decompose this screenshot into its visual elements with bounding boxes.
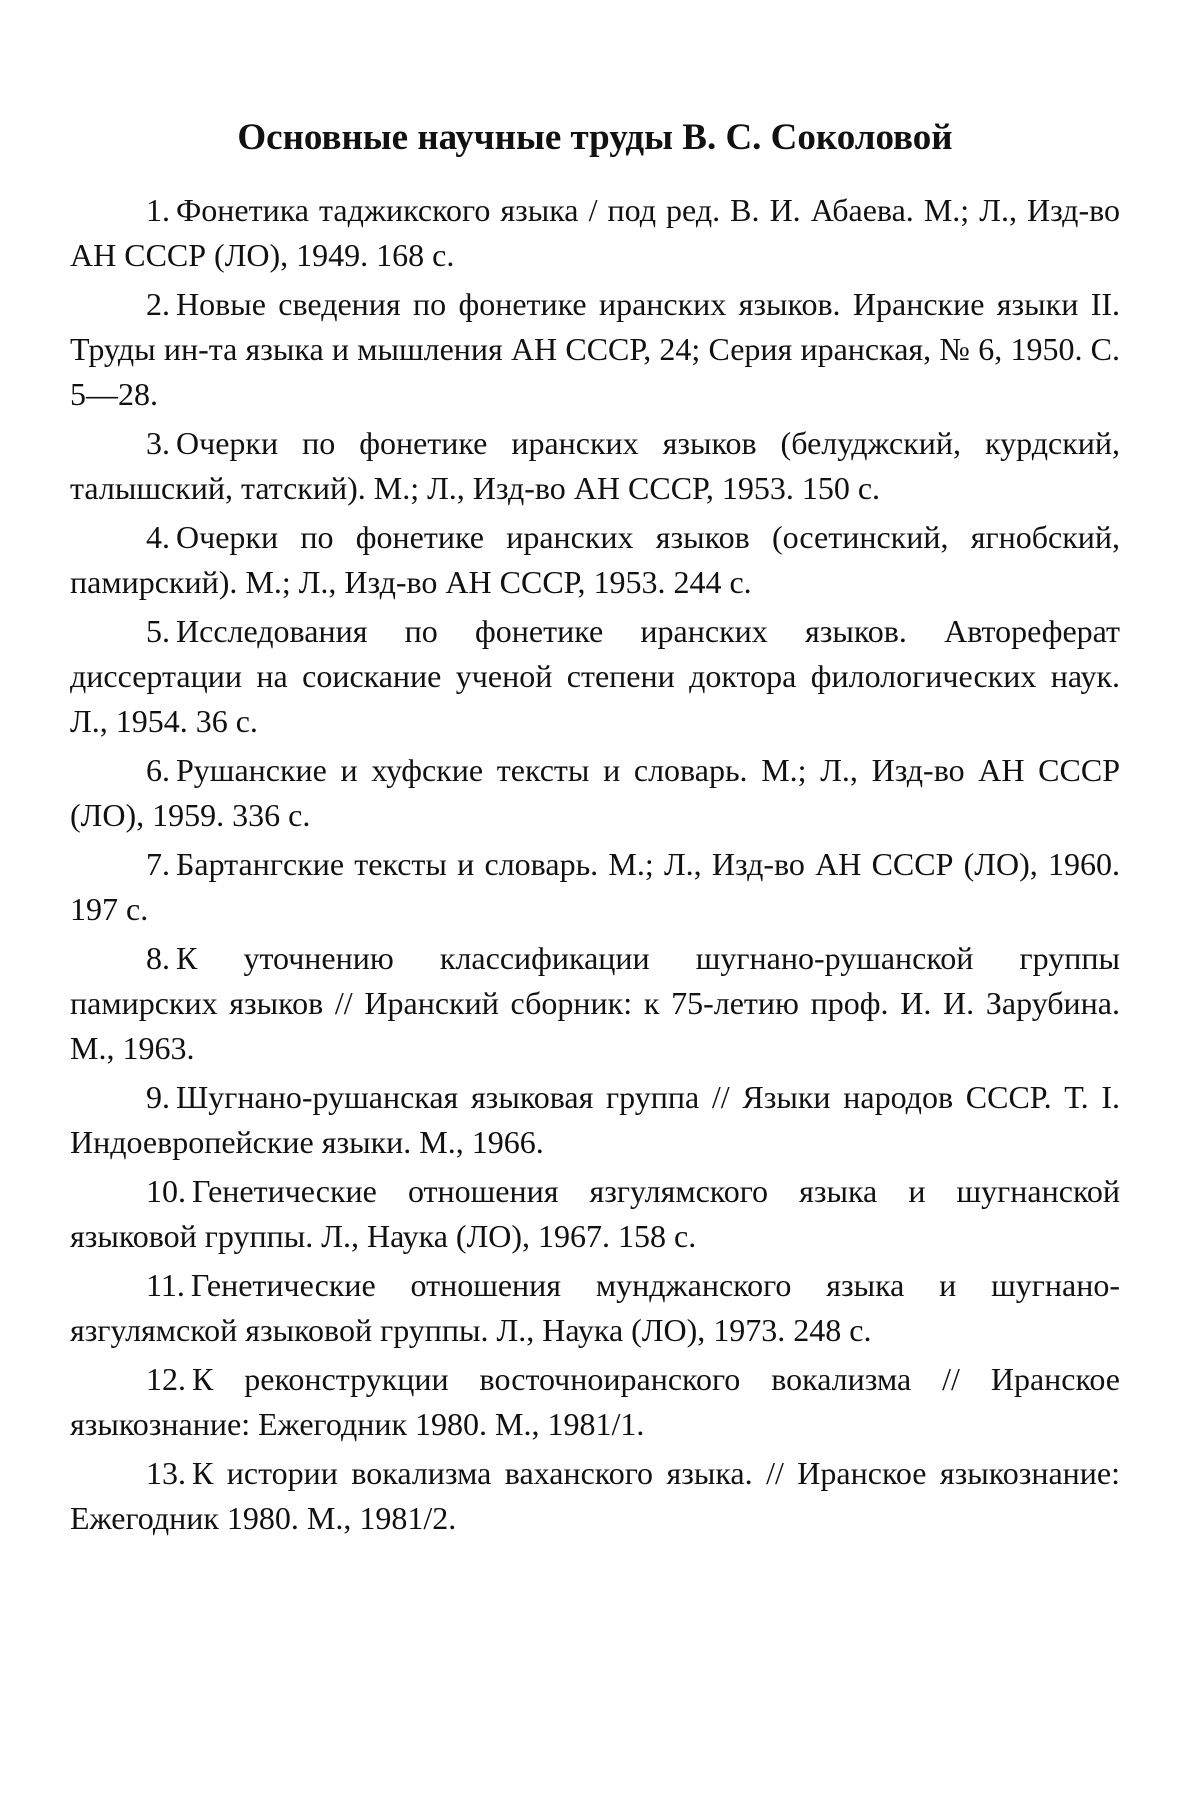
entry-number: 13. (146, 1455, 186, 1491)
bibliography-entry-12 (70, 1357, 1120, 1447)
bibliography-entry-11 (70, 1263, 1120, 1353)
entry-text: К реконструкции восточноиранского вокализма // Иранское языкознание: Ежегодник 1980. М., 1981/1. (70, 1361, 1120, 1442)
bibliography-entry-10 (70, 1169, 1120, 1259)
bibliography-entry-2 (70, 282, 1120, 417)
entry-text: Новые сведения по фонетике иранских языков. Иранские языки II. Труды ин-та языка и мышления АН СССР, 24; Серия иранская, № 6, 1950. С. 5—28. (70, 286, 1120, 412)
entry-text: Исследования по фонетике иранских языков. Автореферат диссертации на соискание ученой степени доктора филологических наук. Л., 1954. 36 с. (70, 613, 1120, 739)
entry-number: 10. (146, 1173, 186, 1209)
entry-number: 12. (146, 1361, 186, 1397)
entry-text: Очерки по фонетике иранских языков (белуджский, курдский, талышский, татский). М.; Л., Изд-во АН СССР, 1953. 150 с. (70, 425, 1120, 506)
bibliography-entry-5 (70, 609, 1120, 744)
bibliography-entry-1 (70, 188, 1120, 278)
entry-text: К уточнению классификации шугнано-рушанской группы памирских языков // Иранский сборник: к 75-летию проф. И. И. Зарубина. М., 1963. (70, 940, 1120, 1066)
entry-text: Фонетика таджикского языка / под ред. В. И. Абаева. М.; Л., Изд-во АН СССР (ЛО), 1949. 168 с. (70, 192, 1120, 273)
entry-number: 4. (146, 519, 170, 555)
bibliography-entry-13 (70, 1451, 1120, 1541)
entry-number: 5. (146, 613, 170, 649)
entry-number: 9. (146, 1079, 170, 1115)
bibliography-page (70, 116, 1120, 1545)
entry-number: 3. (146, 425, 170, 461)
entry-number: 1. (146, 192, 170, 228)
entry-text: К истории вокализма ваханского языка. // Иранское языкознание: Ежегодник 1980. М., 1981/2. (70, 1455, 1120, 1536)
page-title: Основные научные труды В. С. Соколовой (237, 117, 953, 158)
entry-number: 6. (146, 752, 170, 788)
entry-number: 8. (146, 940, 170, 976)
entry-text: Бартангские тексты и словарь. М.; Л., Изд-во АН СССР (ЛО), 1960. 197 с. (70, 846, 1120, 927)
bibliography-entry-9 (70, 1075, 1120, 1165)
bibliography-entry-7 (70, 842, 1120, 932)
entry-text: Рушанские и хуфские тексты и словарь. М.; Л., Изд-во АН СССР (ЛО), 1959. 336 с. (70, 752, 1120, 833)
bibliography-entry-8 (70, 936, 1120, 1071)
bibliography-entry-3 (70, 421, 1120, 511)
bibliography-entry-4 (70, 515, 1120, 605)
entry-number: 2. (146, 286, 170, 322)
entry-number: 7. (146, 846, 170, 882)
entry-text: Генетические отношения мунджанского языка и шугнано-язгулямской языковой группы. Л., Наука (ЛО), 1973. 248 с. (70, 1267, 1120, 1348)
bibliography-entry-6 (70, 748, 1120, 838)
entry-text: Шугнано-рушанская языковая группа // Языки народов СССР. Т. I. Индоевропейские языки. М., 1966. (70, 1079, 1120, 1160)
entry-text: Генетические отношения язгулямского языка и шугнанской языковой группы. Л., Наука (ЛО), 1967. 158 с. (70, 1173, 1120, 1254)
entry-number: 11. (146, 1267, 185, 1303)
bibliography-list (70, 188, 1120, 1541)
entry-text: Очерки по фонетике иранских языков (осетинский, ягнобский, памирский). М.; Л., Изд-во АН СССР, 1953. 244 с. (70, 519, 1120, 600)
